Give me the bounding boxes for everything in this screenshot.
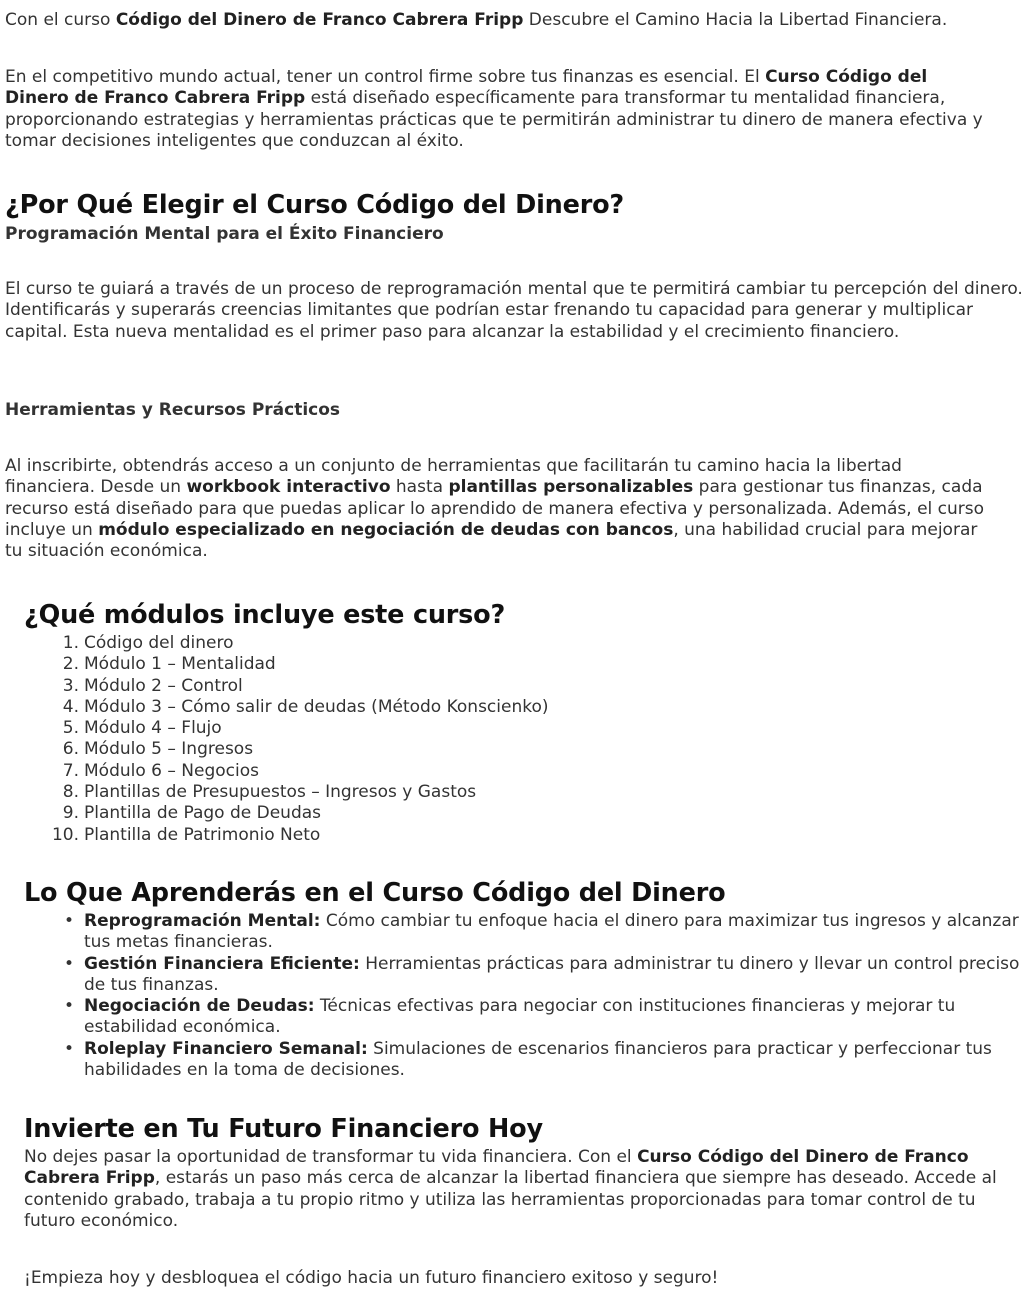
- list-item: [64, 1038, 1024, 1082]
- learn-list: [64, 911, 1024, 1081]
- tools-text-3: para gestionar tus finanzas, cada recurso está diseñado para que puedas aplicar lo aprendido de manera efectiva y personalizada. Además, el curso incluye un: [5, 477, 985, 540]
- intro-course-name: Código del Dinero de Franco Cabrera Fripp: [115, 10, 524, 30]
- tools-paragraph: [5, 456, 995, 562]
- list-item-text: Simulaciones de escenarios financieros para practicar y perfeccionar tus habilidades en la toma de decisiones.: [84, 1038, 992, 1081]
- list-item-label: Módulo 2 – Control: [84, 675, 243, 696]
- learn-heading: Lo Que Aprenderás en el Curso Código del Dinero: [24, 878, 726, 908]
- list-item-label: Código del dinero: [84, 633, 234, 653]
- list-item: [64, 953, 1024, 997]
- invest-paragraph: [24, 1147, 1024, 1232]
- tools-subheading: Herramientas y Recursos Prácticos: [5, 400, 341, 420]
- modules-heading: ¿Qué módulos incluye este curso?: [24, 600, 506, 630]
- list-item-title: Reprogramación Mental:: [84, 911, 321, 931]
- list-item-label: Plantilla de Patrimonio Neto: [84, 824, 321, 845]
- list-item: [62, 782, 549, 803]
- list-item-label: Módulo 3 – Cómo salir de deudas (Método Konscienko): [84, 696, 549, 717]
- list-item: [62, 718, 549, 739]
- bullet-icon: •: [64, 1038, 75, 1059]
- list-item: [64, 996, 1024, 1039]
- list-item-number: 9.: [62, 803, 79, 824]
- closing-paragraph: ¡Empieza hoy y desbloquea el código hacia un futuro financiero exitoso y seguro!: [24, 1268, 719, 1288]
- tools-templates: plantillas personalizables: [448, 477, 694, 498]
- list-item: [62, 654, 549, 675]
- tools-text-2: hasta: [390, 477, 449, 498]
- invest-text-1: No dejes pasar la oportunidad de transformar tu vida financiera. Con el: [24, 1147, 638, 1167]
- list-item: [62, 739, 549, 760]
- invest-text-2: , estarás un paso más cerca de alcanzar la libertad financiera que siempre has deseado. Accede al contenido grabado, trabaja a tu propio ritmo y utiliza las herramientas proporcionadas para tomar control de tu futuro económico.: [24, 1168, 997, 1231]
- list-item-number: 3.: [62, 675, 79, 696]
- list-item-number: 1.: [62, 633, 79, 653]
- invest-heading: Invierte en Tu Futuro Financiero Hoy: [24, 1114, 543, 1144]
- p1-text-b: está diseñado específicamente para transformar tu mentalidad financiera, proporcionando estrategias y herramientas prácticas que te permitirán administrar tu dinero de manera efectiva y tomar decisiones inteligentes que conduzcan al éxito.: [5, 88, 983, 151]
- list-item-text: Herramientas prácticas para administrar tu dinero y llevar un control preciso de tus finanzas.: [84, 953, 1020, 995]
- list-item: [62, 675, 549, 697]
- modules-list: [51, 633, 549, 846]
- intro-body-paragraph: [5, 67, 995, 152]
- list-item-text: Técnicas efectivas para negociar con instituciones financieras y mejorar tu estabilidad económica.: [84, 996, 956, 1038]
- list-item-number: 8.: [62, 782, 79, 803]
- list-item-number: 2.: [62, 654, 79, 675]
- intro-prefix: Con el curso: [5, 10, 116, 30]
- list-item: [62, 803, 549, 824]
- list-item-label: Módulo 1 – Mentalidad: [84, 654, 276, 675]
- list-item-title: Negociación de Deudas:: [84, 996, 315, 1017]
- bullet-icon: •: [64, 953, 75, 974]
- tools-text-4: , una habilidad crucial para mejorar tu situación económica.: [5, 519, 978, 562]
- list-item: [62, 760, 549, 782]
- bullet-icon: •: [64, 911, 75, 931]
- tools-debt-module: módulo especializado en negociación de deudas con bancos: [98, 519, 674, 540]
- invest-course-name: Curso Código del Dinero de Franco Cabrera Fripp: [24, 1147, 969, 1189]
- list-item: [51, 824, 549, 846]
- p1-text-a: En el competitivo mundo actual, tener un control firme sobre tus finanzas es esencial. El: [5, 67, 766, 87]
- list-item-label: Módulo 6 – Negocios: [84, 760, 259, 781]
- tools-text-1: Al inscribirte, obtendrás acceso a un conjunto de herramientas que facilitarán tu camino hacia la libertad financiera. Desde un: [5, 456, 902, 498]
- list-item: [64, 911, 1024, 954]
- tools-workbook: workbook interactivo: [186, 477, 391, 498]
- list-item-number: 7.: [62, 760, 79, 781]
- mental-programming-subheading: Programación Mental para el Éxito Financiero: [5, 224, 444, 244]
- list-item-number: 10.: [51, 824, 79, 845]
- list-item-label: Módulo 5 – Ingresos: [84, 739, 254, 760]
- bullet-icon: •: [64, 996, 75, 1017]
- list-item-label: Plantilla de Pago de Deudas: [84, 803, 322, 824]
- list-item-text: Cómo cambiar tu enfoque hacia el dinero para maximizar tus ingresos y alcanzar tus metas financieras.: [84, 911, 1019, 953]
- list-item-title: Gestión Financiera Eficiente:: [84, 953, 360, 974]
- mental-programming-paragraph: El curso te guiará a través de un proceso de reprogramación mental que te permitirá cambiar tu percepción del dinero. Identificarás y superarás creencias limitantes que podrían estar frenando tu capacidad para generar y multiplicar capital. Esta nueva mentalidad es el primer paso para alcanzar la estabilidad y el crecimiento financiero.: [5, 279, 1023, 342]
- list-item-number: 5.: [62, 718, 79, 739]
- why-heading: ¿Por Qué Elegir el Curso Código del Dinero?: [5, 190, 624, 220]
- list-item-number: 6.: [62, 739, 79, 760]
- intro-suffix: Descubre el Camino Hacia la Libertad Financiera.: [523, 10, 948, 30]
- list-item: [62, 633, 549, 654]
- list-item-number: 4.: [62, 696, 79, 717]
- list-item-label: Plantillas de Presupuestos – Ingresos y Gastos: [84, 782, 477, 803]
- list-item-title: Roleplay Financiero Semanal:: [84, 1038, 368, 1059]
- list-item-label: Módulo 4 – Flujo: [84, 718, 222, 739]
- intro-paragraph: [5, 10, 1023, 31]
- list-item: [62, 696, 549, 718]
- p1-course-name: Curso Código del Dinero de Franco Cabrera Fripp: [5, 67, 928, 109]
